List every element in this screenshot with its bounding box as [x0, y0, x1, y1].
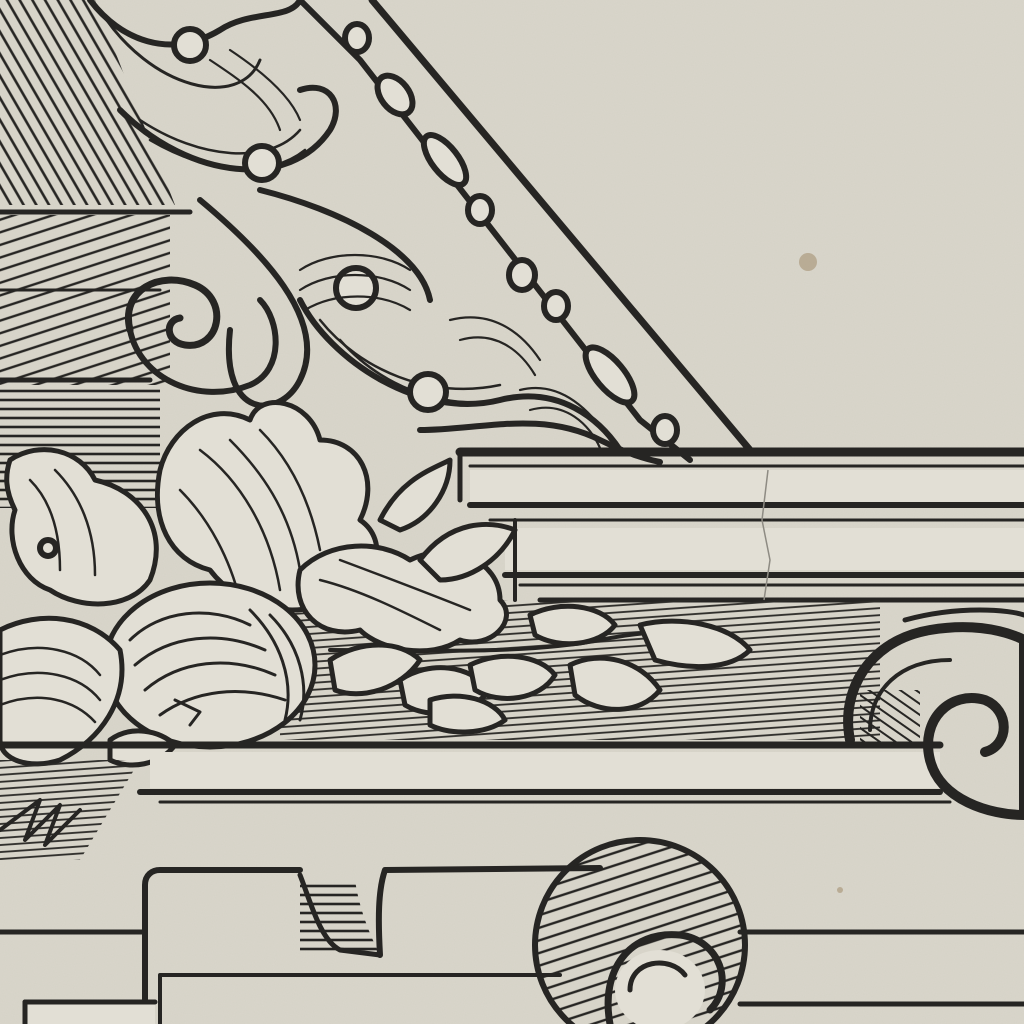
bead — [468, 196, 492, 224]
bead — [544, 292, 568, 320]
bead — [653, 416, 677, 444]
scroll-eye — [174, 29, 206, 61]
spray-leaf — [530, 606, 615, 643]
bead — [509, 260, 535, 290]
scroll-eye — [245, 146, 279, 180]
paper-stain — [837, 887, 843, 893]
volute-shadow — [860, 690, 920, 745]
bead — [345, 24, 369, 52]
paper-stain — [799, 253, 817, 271]
scroll-eye — [410, 374, 446, 410]
